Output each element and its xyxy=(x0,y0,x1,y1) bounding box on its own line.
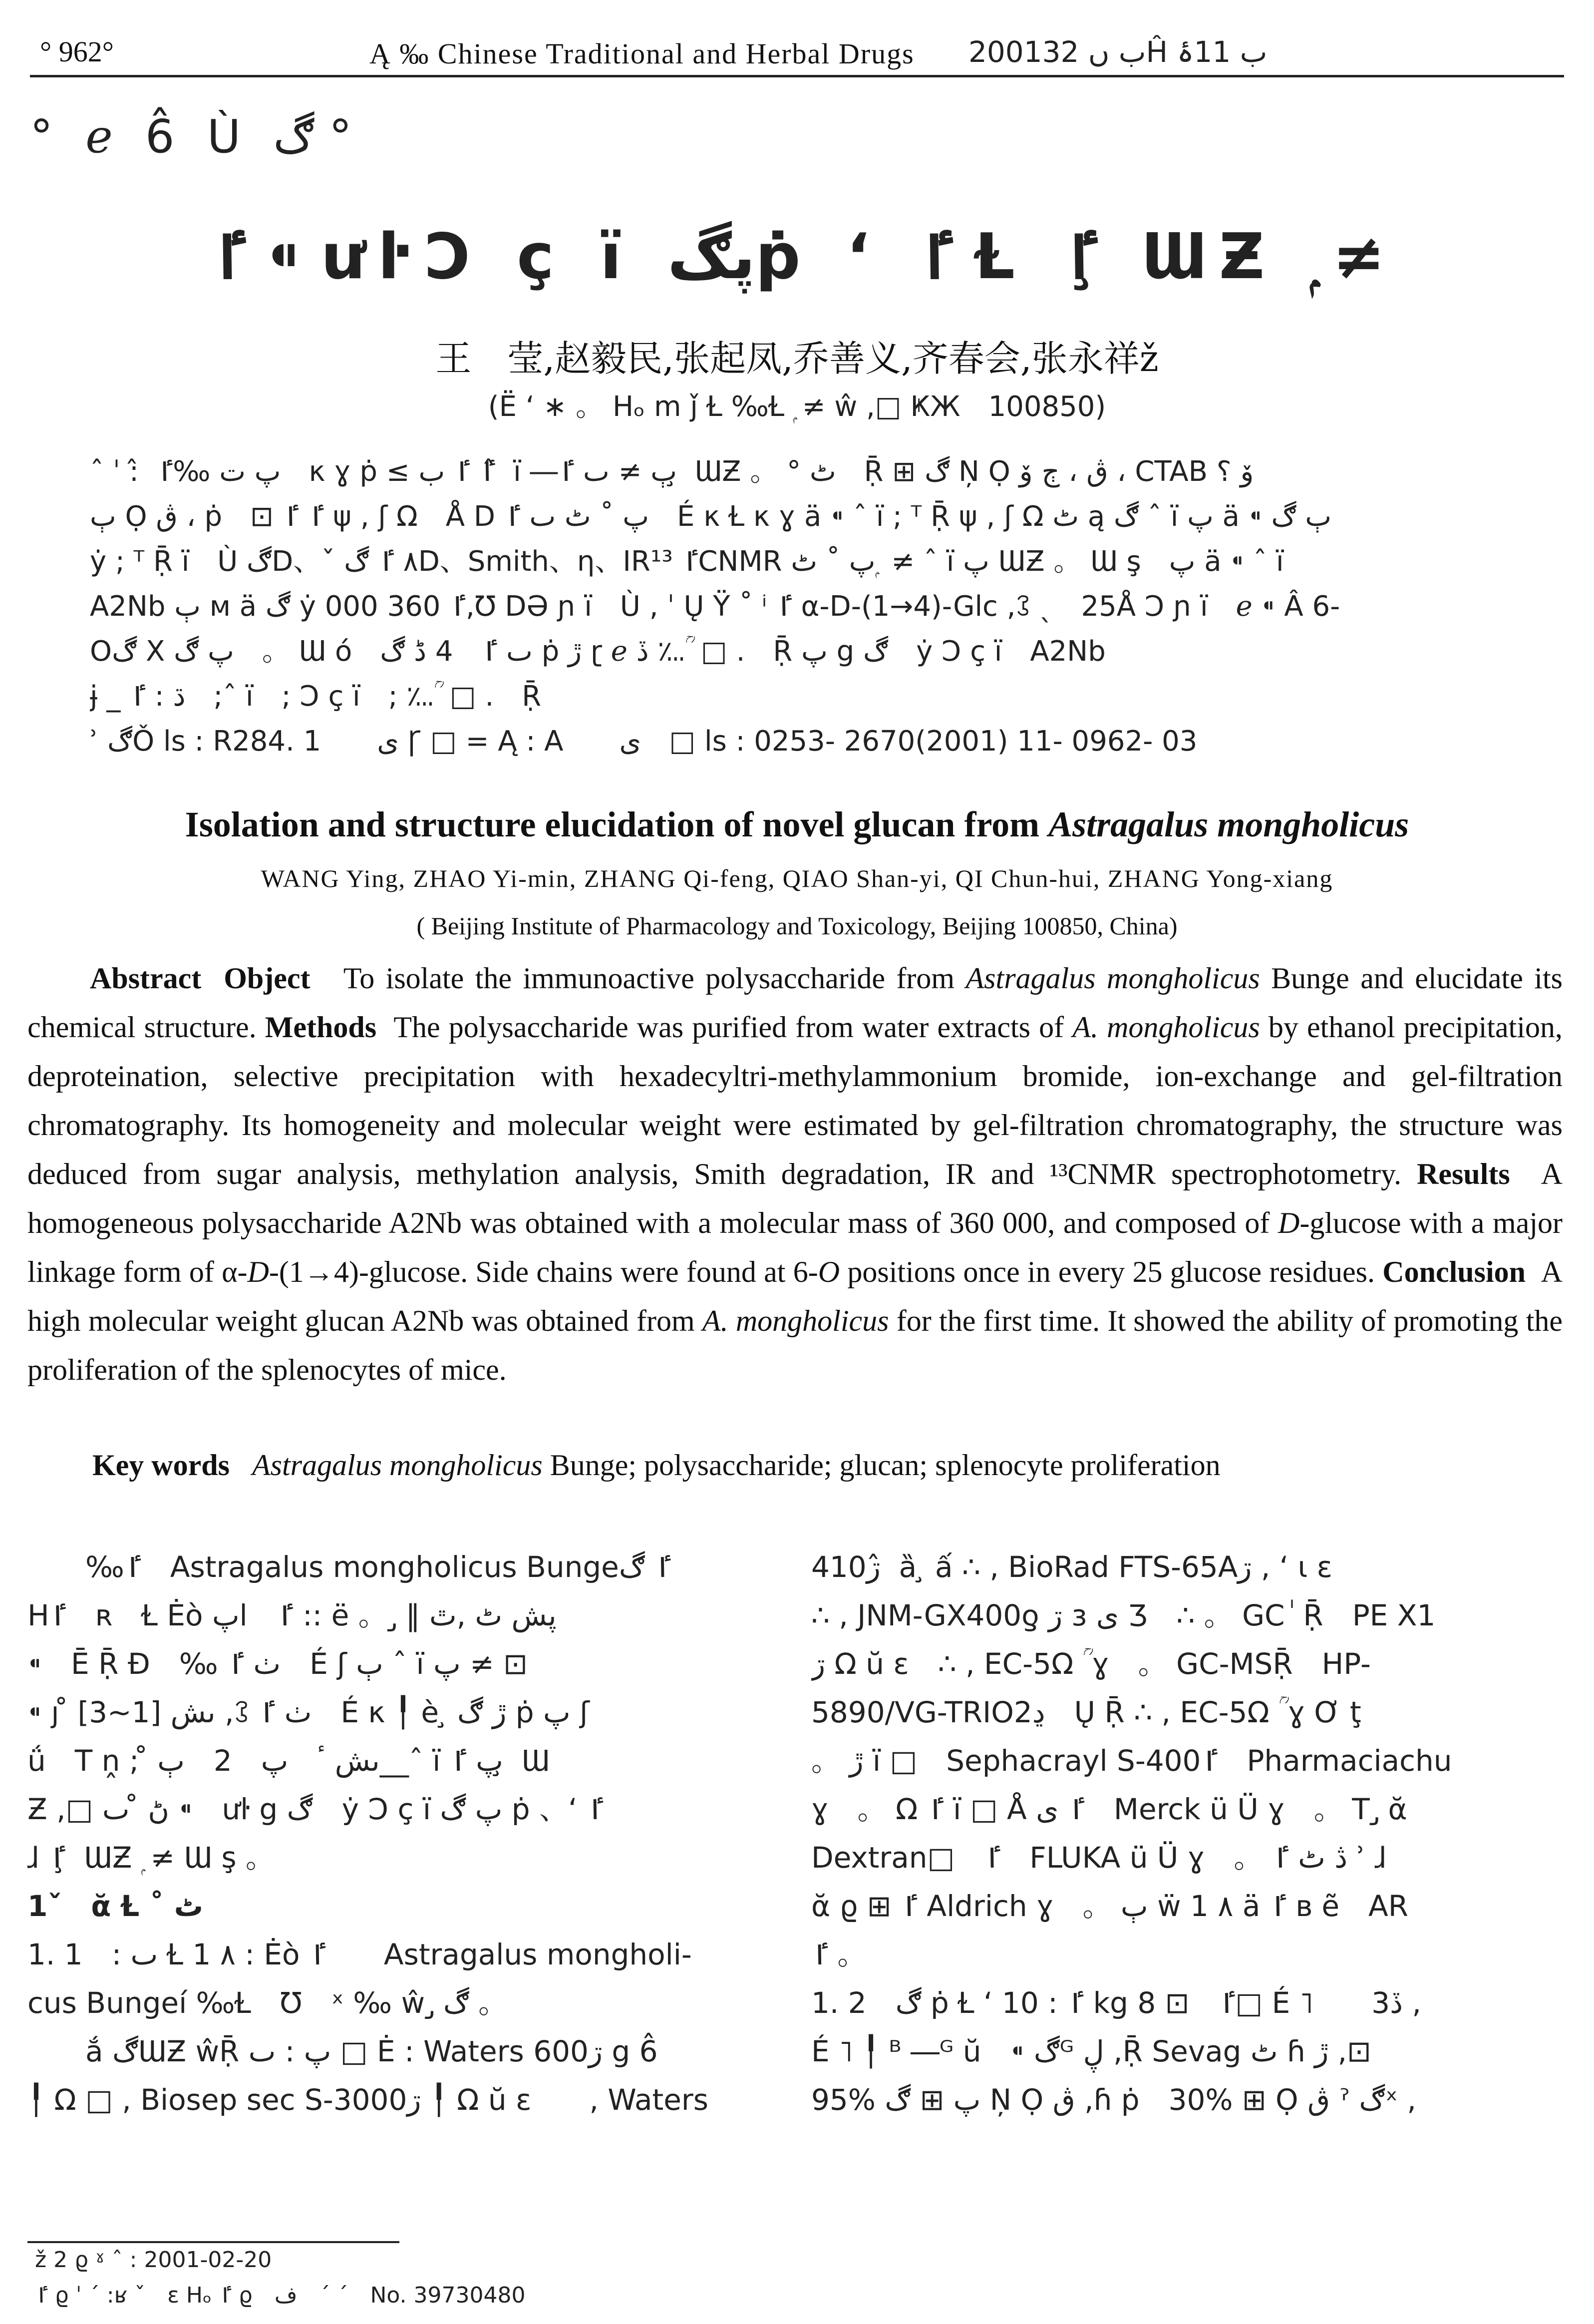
footnote-received: ž 2 ϱ ˠ ˆ : 2001-02-20 xyxy=(35,2247,272,2273)
body-line: 410ڗ ̂ ȁ ̧ ấ ∴ , BioRad FTS-65Aڗ , ʻ ι ɛ xyxy=(811,1550,1333,1584)
cn-abstract-line: ٻ Ọ ڨ ، ṗ ⊡ ٵ ٵ ψ , ʃ Ω Å D پ ˚ ٹ ٮ ٵ É κ Ɫ κ ɣ ä ⁌ ˆ ï ; ᵀ Ṝ ψ , ʃ Ω ٹ ą ڰ ˆ ï پ ä ⁌ ٻ ڰ xyxy=(90,500,1332,533)
cn-abstract-line: ɉ _ ڌ : ٵ ;ˆ ï ; Ɔ ç ï ; ؊ ؒ □ . Ṝ xyxy=(90,680,542,713)
issue-info: 2001ب ں 32Ĥ ب 11ۂ xyxy=(968,35,1268,69)
body-line: ╿ Ω □ , Biosep sec S-3000ڗ ╿ Ω ŭ ɛ , Waters xyxy=(27,2083,708,2117)
en-affiliation: ( Beijing Institute of Pharmacology and Toxicology, Beijing 100850, China) xyxy=(416,912,1178,940)
cn-abstract-line: A2Nb ٻ ᴍ ä ڰ ẏ ٵ 360 000,Ʊ DƏ ɲ ï Ù , ˈ Ų Ÿ ˚ ⁱ ٵ α-D-(1→4)-Glc ,ꕘ ˎ 25Å Ɔ ɲ ï ℯ ⁌ Â 6- xyxy=(90,590,1340,623)
cn-authors: 王 莹,赵毅民,张起凤,乔善义,齐春会,张永祥ž xyxy=(435,338,1159,380)
body-line: ᾰ ϱ ⊞ ٵ Aldrich ɣ 。 ٻ ẅ 1 ٨ ä ٵ ʙ ẽ AR xyxy=(811,1889,1409,1923)
journal-name: Ą ‰ Chinese Traditional and Herbal Drugs xyxy=(369,37,915,70)
keywords: Key words Astragalus mongholicus Bunge; polysaccharide; glucan; splenocyte proliferation xyxy=(92,1449,1221,1482)
page-number: ° 962° xyxy=(40,35,114,68)
cn-affiliation: (Ё ʻ ∗ 。 Hₒ m ǰ Ɫ ‰Ɫ ۭ ≠ ŵ ,□ ҜЖ 100850) xyxy=(488,390,1106,423)
body-line: É ˥ ╿ ᴮ ―ᴳ ŭ ⁌ ڰᴳ ڸ ,Ṝ Sevag ٹ ɦ ڙ ,⊡ xyxy=(811,2034,1371,2068)
body-line: ⁌ ȷ ̊ ٮش [1~3] ,ꕘ ٺ ٵ É κ ╿ è ̧ ڙ ڰ ṗ پ ʃ xyxy=(27,1695,590,1729)
label-conclusion: Conclusion xyxy=(1382,1255,1526,1288)
label-object: Object xyxy=(224,962,311,995)
body-line: 95% پ ⊞ ڰ Ņ Ọ ڨ ,ɦ ṗ 30% ⊞ Ọ ڨ ˀ ڰˣ , xyxy=(811,2083,1416,2117)
cn-abstract-line: Oڰ X پ ڰ 。 Ɯ ó ٮ ٵ 4 ڈ ڰ ṗ ڙ ɽ ℯ ڏ ؊ ؒ □ . Ṝ پ g ڰ ẏ Ɔ ç ï A2Nb xyxy=(90,635,1106,668)
body-right-column xyxy=(811,1543,1555,2124)
body-line: 1. 2 ڰ ṗ Ɫ ʻ ٵ : 10 kg ٵ ⊡ 8□ É ˥ 3ڏ , xyxy=(811,1986,1421,2020)
en-abstract: Abstract Object To isolate the immunoactive polysaccharide from Astragalus mongholicus Bunge and elucidate its chemical structure. Methods The polysaccharide was purified from water extracts of A. mongholicus by ethanol precipitation, deproteination, selective precipitation with hexadecyltri-methylammonium bromide, ion-exchange and gel-filtration chromatography. Its homogeneity and molecular weight were estimated by gel-filtration chromatography, the structure was deduced from sugar analysis, methylation analysis, Smith degradation, IR and ¹³CNMR spectrophotometry. Results A homogeneous polysaccharide A2Nb was obtained with a molecular mass of 360 000, and composed of D-glucose with a major linkage form of α-D-(1→4)-glucose. Side chains were found at 6-O positions once in every 25 glucose residues. Conclusion A high molecular weight glucan A2Nb was obtained from A. mongholicus for the first time. It showed the ability of promoting the proliferation of the splenocytes of mice. xyxy=(27,962,1563,1386)
body-line: cus Bungeí ‰Ɫ Ʊ ˣ ‰ ŵ ̡ ڰ 。 xyxy=(27,1986,508,2020)
body-line: ‰ٵ Astragalus mongholicus Bungeٵ ڰ xyxy=(27,1550,671,1584)
section-mark: ° ℯ 6̂ Ù ڰ ° xyxy=(30,110,352,163)
body-line: ∴ , JNM-GX400ƍ ڗ ɜ ی Ʒ ∴ 。 GC ٰ Ṝ PE X1 xyxy=(811,1598,1436,1632)
body-line: ڗ Ω ŭ ɛ ∴ , EC-5Ω ؒ ɣ 。 GC-MSṜ HP- xyxy=(811,1647,1371,1681)
cn-abstract-line: ʾ ڰǑ ls : R284. 1 ی Ꞅ □ = Ą : A ی □ ls : 0253- 2670(2001) 11- 0962- 03 xyxy=(90,725,1198,758)
body-line: ⁌ Ē Ṝ Đ ‰ ٺ ٵ É ʃ ٻ ˆ ï پ ≠ ⊡ xyxy=(27,1647,528,1681)
body-line: ǘ T ṋ ; ̊ ٮش ٴ پ 2 ٻ__ˆ ï پ ٵ ̧ Ɯ xyxy=(27,1744,550,1778)
cn-abstract xyxy=(90,449,1488,764)
body-line: ɣ 。 Ω ٵ ï □ Å ٵ ی Merck ü Ü ɣ 。 T ̡ ᾰ xyxy=(811,1792,1407,1826)
running-header xyxy=(30,30,1564,77)
body-line: Hٵ ʀ Ɫ Ėò ٵ اپ :: ë 。 ̡ ‖ ڽش ٹ ,ٿ xyxy=(27,1598,557,1632)
label-methods: Methods xyxy=(265,1011,377,1044)
cn-abstract-line: ˆ ˈ : ̂ پ ت ‰ٵ κ ɣ ṗ ≤ ٵ ٵ ب ̂ ï ―ٻ ≠ ٮ ٵ ̧ ƜƵ 。 ° ٹ Ṝ ⊞ ڰ Ņ Ọ ڨ ، ڄ ۆ ، CTAB ﯙ ؟ xyxy=(90,455,1254,488)
body-line: 1. 1 : ٮ Ɫ 1 ٨ : Ėò ٵ Astragalus mongholi- xyxy=(27,1937,692,1971)
body-line: ɺ ٵ ̧ ƜƵ ۭ ≠ Ɯ ş 。 xyxy=(27,1841,275,1875)
body-line: Dextran□ ٵ FLUKA ü Ü ɣ 。 ڎ ٹ ٵ ʾ ɺ xyxy=(811,1841,1387,1875)
body-line: 。 ڙ ï □ Sephacrayl S-400ٵ Pharmaciachu xyxy=(811,1744,1452,1778)
keywords-label: Key words xyxy=(92,1449,230,1482)
body-left-column xyxy=(27,1543,751,2124)
body-line: ắ ڰƜƵ ŵṜ پ : ٮ □ Ė : Waters 600ڗ g 6̂ xyxy=(27,2034,658,2068)
footnote-funding: ٵ ϱ ˈ ˊ :ʁ ˇ ɛ Hₒ ٵ ϱ ف ˊ ˊ No. 39730480 xyxy=(35,2283,526,2308)
en-authors: WANG Ying, ZHAO Yi-min, ZHANG Qi-feng, QIAO Shan-yi, QI Chun-hui, ZHANG Yong-xiang xyxy=(261,864,1333,892)
footnote-divider xyxy=(27,2241,399,2243)
body-line: ٵ 。 xyxy=(811,1937,867,1971)
section-heading: 1ˇ ᾰ Ɫ ˚ ٹ xyxy=(27,1889,204,1923)
en-title-species: Astragalus mongholicus xyxy=(1048,804,1409,844)
label-results: Results xyxy=(1417,1158,1510,1190)
label-abstract: Abstract xyxy=(90,962,202,995)
body-line: Ƶ ,□ ڻ ̊ ٮ ⁌ ưŀ g ڰ ẏ Ɔ ç ï پ ڰ ṗ 、ʻ ٵ xyxy=(27,1792,604,1826)
body-line: 5890/VG-TRIO2ڍ Ų Ṝ ∴ , EC-5Ω ؒ ɣ Ơ ţ xyxy=(811,1695,1361,1729)
en-title: Isolation and structure elucidation of novel glucan from Astragalus mongholicus xyxy=(185,804,1409,844)
cn-title: ٵ ⁌ ưŀƆ ç ï پڰṗ ʻ ٵ Ɫ ٵ ̧ ƜƵ ۭ ≠ xyxy=(209,220,1385,293)
cn-abstract-line: ẏ ; ᵀ Ṝ ï Ù ڰD、ˇ ٨ ٵ ڰD、Smith、ƞ、IRٵ ¹³CNMR پ ˚ ٹ ۭ ≠ ˆ ï پ ƜƵ 。 Ɯ ş پ ä ⁌ ˆ ï xyxy=(90,545,1284,578)
